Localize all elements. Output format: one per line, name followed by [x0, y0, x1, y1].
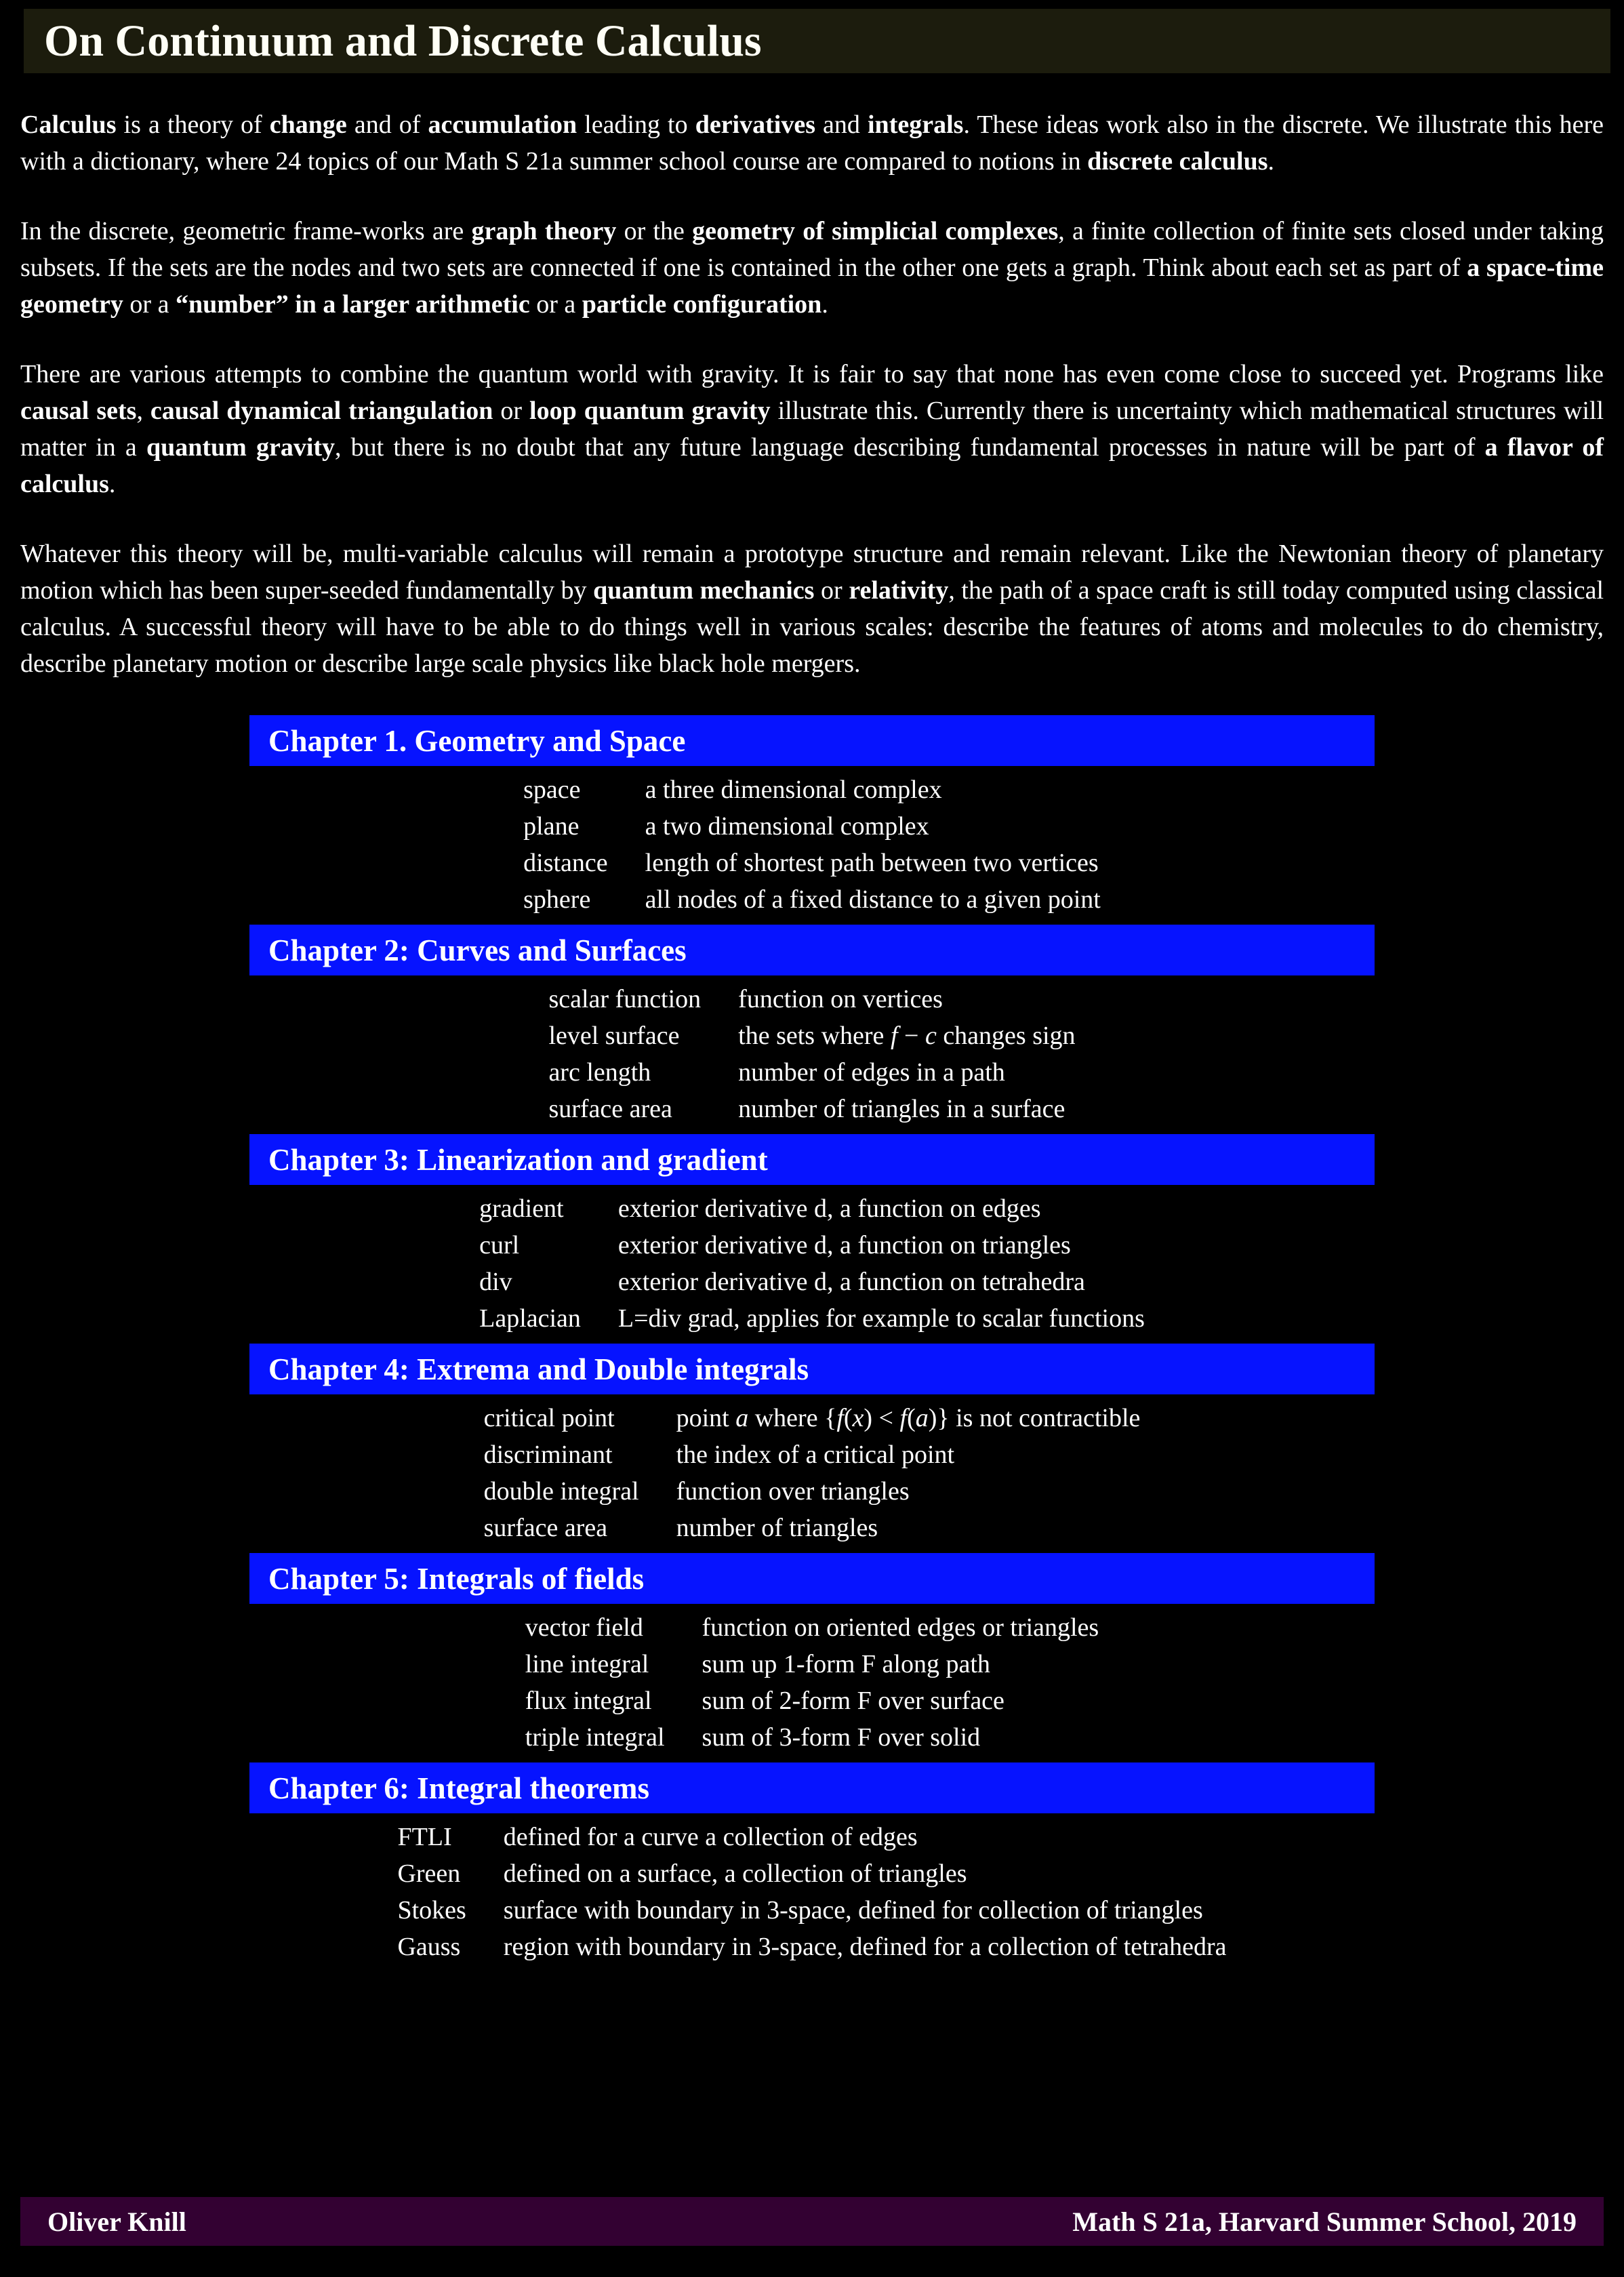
footer-bar — [20, 2197, 1604, 2246]
definition-cell: region with boundary in 3-space, defined for a collection of tetrahedra — [503, 1933, 1227, 1961]
chapter-section — [249, 1134, 1375, 1337]
chapter-table — [479, 1190, 1145, 1337]
term-cell: scalar function — [548, 985, 702, 1013]
text-segment: . These ideas work also in the discrete. We illustrate this here with a dictionary, where 24 topics of our Math S 21a summer school course are compared to notions in — [20, 110, 1604, 176]
definition-cell — [676, 1400, 1141, 1436]
definition-cell: a two dimensional complex — [645, 812, 929, 841]
text-segment: quantum gravity — [146, 433, 336, 462]
text-segment: f — [890, 1022, 898, 1050]
term-cell: flux integral — [525, 1687, 652, 1715]
text-segment: a — [735, 1404, 749, 1432]
definition-cell — [738, 1017, 1075, 1054]
term-cell: FTLI — [397, 1823, 452, 1851]
table-row — [479, 1264, 1145, 1300]
definition-cell: length of shortest path between two vertices — [645, 849, 1099, 877]
table-row — [523, 881, 1101, 918]
chapter-header — [249, 715, 1375, 766]
chapter-title: Chapter 4: Extrema and Double integrals — [268, 1352, 809, 1386]
definition-cell: function on oriented edges or triangles — [702, 1613, 1099, 1642]
table-row — [484, 1400, 1141, 1436]
text-segment: x — [852, 1404, 864, 1432]
text-segment: . — [821, 290, 828, 319]
table-row — [397, 1855, 1226, 1892]
text-segment: . — [1267, 147, 1274, 176]
chapter-section — [249, 1762, 1375, 1965]
text-segment: is a theory of — [116, 110, 270, 139]
text-segment: derivatives — [695, 110, 815, 139]
definition-cell: function on vertices — [738, 985, 943, 1013]
definition-cell: sum up 1-form F along path — [702, 1650, 990, 1678]
text-segment: loop quantum gravity — [529, 397, 771, 425]
text-segment: geometry of simplicial complexes — [692, 217, 1059, 245]
chapter-title: Chapter 6: Integral theorems — [268, 1771, 649, 1805]
chapter-header — [249, 925, 1375, 975]
text-segment: . — [108, 470, 116, 498]
definition-cell: the index of a critical point — [676, 1440, 955, 1469]
text-segment: ( — [843, 1404, 853, 1432]
text-segment: or a — [529, 290, 582, 319]
footer-author: Oliver Knill — [47, 2206, 186, 2237]
table-row — [523, 845, 1101, 881]
text-segment: relativity — [849, 576, 949, 605]
text-segment: ) < — [864, 1404, 900, 1432]
term-cell: double integral — [483, 1477, 639, 1506]
term-cell: line integral — [525, 1650, 649, 1678]
table-row — [484, 1436, 1141, 1473]
text-segment: particle configuration — [582, 290, 822, 319]
text-segment: the sets where — [738, 1022, 891, 1050]
text-segment: There are various attempts to combine the quantum world with gravity. It is fair to say that none has even come close to succeed yet. Programs like — [20, 360, 1604, 388]
text-segment: and — [815, 110, 868, 139]
term-cell: curl — [479, 1231, 520, 1260]
text-segment: quantum mechanics — [593, 576, 815, 605]
body-paragraph-1 — [20, 106, 1604, 180]
definition-cell: all nodes of a fixed distance to a given point — [645, 885, 1101, 914]
table-row — [479, 1190, 1145, 1227]
chapter-title: Chapter 1. Geometry and Space — [268, 723, 686, 758]
text-segment: f — [836, 1404, 844, 1432]
definition-cell: defined on a surface, a collection of triangles — [503, 1859, 967, 1888]
term-cell: div — [479, 1268, 512, 1296]
term-cell: Stokes — [397, 1896, 466, 1925]
text-segment: ( — [907, 1404, 916, 1432]
text-segment: − — [897, 1022, 925, 1050]
chapter-title: Chapter 3: Linearization and gradient — [268, 1142, 768, 1177]
chapter-table — [484, 1400, 1141, 1546]
text-segment: Whatever this theory will be, multi-variable calculus will remain a prototype structure and remain relevant. Like the Newtonian theory of planetary motion which has been super-seeded fundamentally by — [20, 540, 1604, 605]
text-segment: Calculus — [20, 110, 117, 139]
table-row — [525, 1646, 1099, 1682]
text-segment: changes sign — [936, 1022, 1076, 1050]
text-segment: , but there is no doubt that any future language describing fundamental processes in nature will be part of — [335, 433, 1485, 462]
chapters — [20, 715, 1604, 1965]
chapter-title: Chapter 5: Integrals of fields — [268, 1561, 645, 1596]
table-row — [525, 1609, 1099, 1646]
table-row — [484, 1510, 1141, 1546]
definition-cell: sum of 2-form F over surface — [702, 1687, 1004, 1715]
text-segment: )} is not contractible — [928, 1404, 1141, 1432]
text-segment: accumulation — [428, 110, 577, 139]
table-row — [525, 1682, 1099, 1719]
text-segment: a flavor of calculus — [20, 433, 1604, 498]
text-segment: leading to — [577, 110, 695, 139]
text-segment: change — [269, 110, 347, 139]
term-cell: discriminant — [483, 1440, 613, 1469]
term-cell: surface area — [483, 1514, 608, 1542]
chapter-table — [523, 771, 1101, 918]
text-segment: causal sets — [20, 397, 137, 425]
footer-course: Math S 21a, Harvard Summer School, 2019 — [1072, 2206, 1577, 2237]
definition-cell: surface with boundary in 3-space, defined for collection of triangles — [503, 1896, 1203, 1925]
table-row — [397, 1892, 1226, 1929]
term-cell: Green — [397, 1859, 461, 1888]
text-segment: causal dynamical triangulation — [150, 397, 493, 425]
term-cell: Gauss — [397, 1933, 461, 1961]
text-segment: where { — [748, 1404, 837, 1432]
table-row — [548, 1054, 1075, 1091]
chapter-table — [548, 981, 1075, 1127]
text-segment: In the discrete, geometric frame-works are — [20, 217, 472, 245]
chapter-table — [397, 1819, 1226, 1965]
text-segment: c — [925, 1022, 937, 1050]
definition-cell: number of edges in a path — [738, 1058, 1005, 1087]
table-row — [397, 1819, 1226, 1855]
body-paragraph-2 — [20, 213, 1604, 323]
definition-cell: exterior derivative d, a function on edges — [617, 1194, 1041, 1223]
term-cell: plane — [523, 812, 580, 841]
definition-cell: defined for a curve a collection of edges — [503, 1823, 918, 1851]
text-segment: “number” in a larger arithmetic — [175, 290, 530, 319]
text-segment: and of — [346, 110, 428, 139]
text-segment: , — [136, 397, 150, 425]
term-cell: surface area — [548, 1095, 672, 1123]
text-segment: illustrate this. Currently there is uncertainty which mathematical structures will matter in a — [20, 397, 1604, 462]
text-segment: or — [814, 576, 849, 605]
chapter-section — [249, 1344, 1375, 1546]
table-row — [548, 981, 1075, 1017]
definition-cell: function over triangles — [676, 1477, 910, 1506]
definition-cell: number of triangles — [676, 1514, 878, 1542]
term-cell: triple integral — [525, 1723, 665, 1752]
text-segment: or a — [123, 290, 176, 319]
text-segment: f — [899, 1404, 908, 1432]
text-segment: a space-time geometry — [20, 254, 1604, 319]
term-cell: critical point — [483, 1404, 615, 1432]
table-row — [548, 1091, 1075, 1127]
text-segment: a — [915, 1404, 929, 1432]
definition-cell: exterior derivative d, a function on triangles — [617, 1231, 1071, 1260]
chapter-header — [249, 1344, 1375, 1394]
table-row — [479, 1300, 1145, 1337]
table-row — [484, 1473, 1141, 1510]
definition-cell: exterior derivative d, a function on tetrahedra — [617, 1268, 1085, 1296]
table-row — [523, 808, 1101, 845]
text-segment: graph theory — [471, 217, 617, 245]
table-row — [397, 1929, 1226, 1965]
content — [20, 106, 1604, 1965]
chapter-table — [525, 1609, 1099, 1756]
chapter-title: Chapter 2: Curves and Surfaces — [268, 933, 687, 967]
text-segment: discrete calculus — [1087, 147, 1268, 176]
page-title: On Continuum and Discrete Calculus — [44, 16, 762, 66]
text-segment: or the — [616, 217, 693, 245]
table-row — [525, 1719, 1099, 1756]
title-bar — [24, 9, 1610, 73]
term-cell: distance — [523, 849, 608, 877]
term-cell: gradient — [479, 1194, 564, 1223]
text-segment: or — [493, 397, 530, 425]
term-cell: level surface — [548, 1022, 680, 1050]
text-segment: integrals — [868, 110, 964, 139]
text-segment: point — [676, 1404, 736, 1432]
chapter-section — [249, 1553, 1375, 1756]
term-cell: arc length — [548, 1058, 651, 1087]
table-row — [523, 771, 1101, 808]
term-cell: vector field — [525, 1613, 643, 1642]
body-paragraph-4 — [20, 536, 1604, 682]
chapter-section — [249, 925, 1375, 1127]
definition-cell: L=div grad, applies for example to scalar functions — [617, 1304, 1145, 1333]
definition-cell: a three dimensional complex — [645, 775, 942, 804]
chapter-section — [249, 715, 1375, 918]
term-cell: space — [523, 775, 581, 804]
term-cell: sphere — [523, 885, 591, 914]
definition-cell: sum of 3-form F over solid — [702, 1723, 981, 1752]
definition-cell: number of triangles in a surface — [738, 1095, 1065, 1123]
term-cell: Laplacian — [479, 1304, 581, 1333]
chapter-header — [249, 1134, 1375, 1185]
body-paragraph-3 — [20, 356, 1604, 502]
table-row — [548, 1017, 1075, 1054]
chapter-header — [249, 1762, 1375, 1813]
text-segment: , a finite collection of finite sets closed under taking subsets. If the sets are the nodes and two sets are connected if one is contained in the other one gets a graph. Think about each set as part of — [20, 217, 1604, 282]
chapter-header — [249, 1553, 1375, 1604]
table-row — [479, 1227, 1145, 1264]
text-segment: , the path of a space craft is still today computed using classical calculus. A successful theory will have to be able to do things well in various scales: describe the features of atoms and molecules to do chemistry, describe planetary motion or describe large scale physics like black hole mergers. — [20, 576, 1604, 678]
